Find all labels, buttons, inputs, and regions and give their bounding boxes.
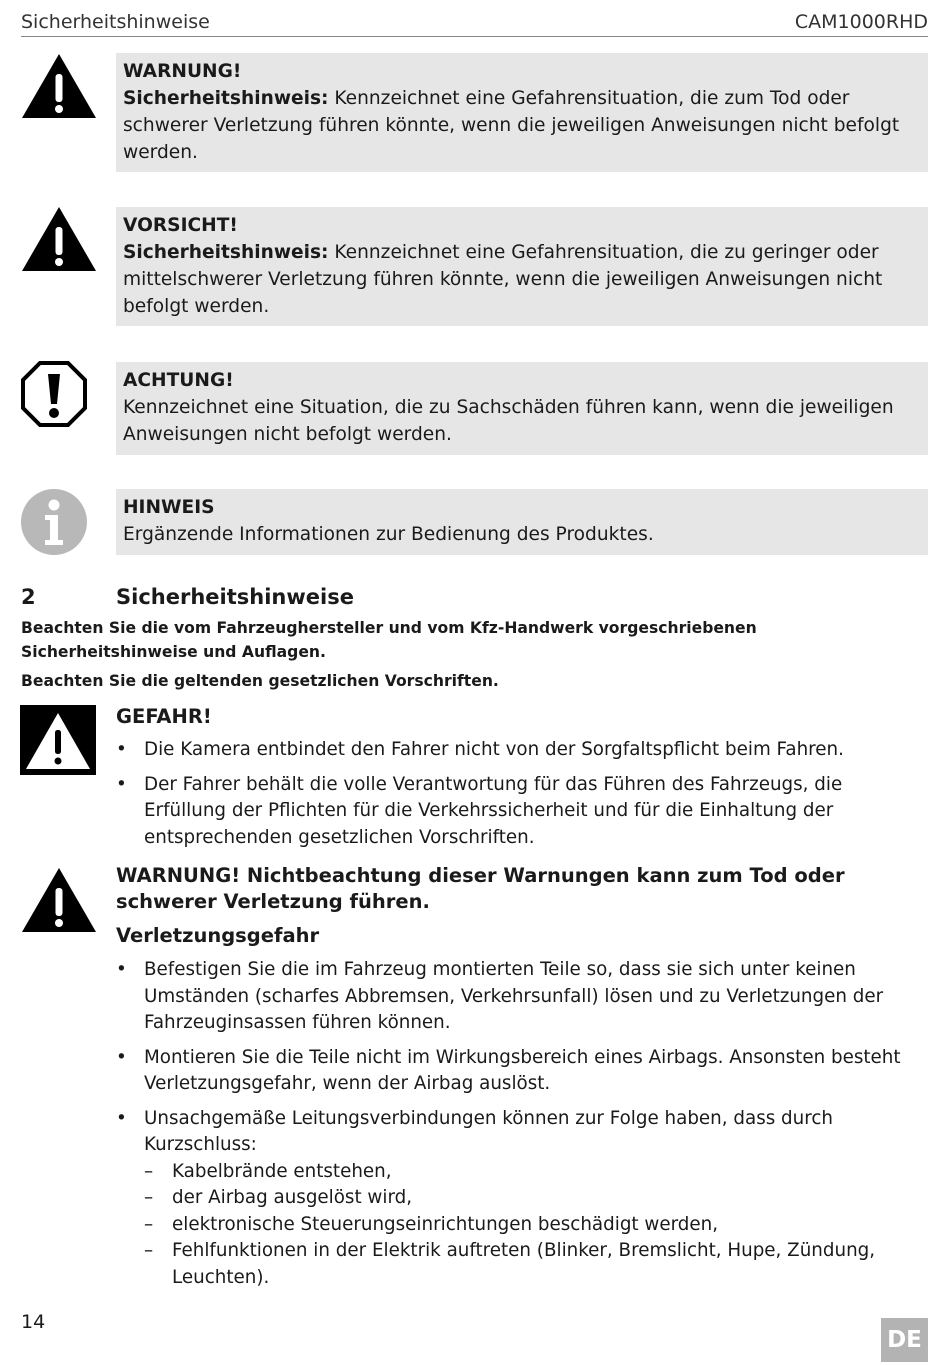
language-badge: DE (881, 1318, 928, 1362)
list-item: • Der Fahrer behält die volle Verantwortung für das Führen des Fahrzeugs, die Erfüllung der Pflichten für die Verkehrssicherheit und für die Einhaltung der entsprechenden gesetzlichen Vorschriften. (116, 772, 928, 852)
list-item: • Befestigen Sie die im Fahrzeug montierten Teile so, dass sie sich unter keinen Umständen (scharfes Abbremsen, Verkehrsunfall) lösen und zu Verletzungen der Fahrzeuginsassen führen können. (116, 957, 928, 1037)
notice-warnung-title: WARNUNG! (123, 61, 242, 82)
info-icon (20, 488, 88, 556)
warnung-block-subtitle: Verletzungsgefahr (116, 924, 320, 947)
notice-vorsicht (116, 207, 928, 326)
notice-warnung-text: Kennzeichnet eine Gefahrensituation, die zum Tod oder schwerer Verletzung führen könnte, wenn die jeweiligen Anweisungen nicht befolgt werden. (123, 88, 900, 163)
page-number: 14 (21, 1311, 46, 1333)
notice-achtung (116, 362, 928, 455)
section-intro-1: Beachten Sie die vom Fahrzeughersteller und vom Kfz-Handwerk vorgeschriebenen Sicherheitshinweise und Auflagen. (21, 619, 757, 661)
notice-achtung-title: ACHTUNG! (123, 370, 234, 391)
danger-sign-icon (20, 705, 96, 775)
notice-vorsicht-label: Sicherheitshinweis: (123, 242, 329, 263)
notice-vorsicht-text: Kennzeichnet eine Gefahrensituation, die zu geringer oder mittelschwerer Verletzung führen könnte, wenn die jeweiligen Anweisungen nicht befolgt werden. (123, 242, 883, 317)
warnung-list (116, 957, 928, 1299)
list-item-text: Unsachgemäße Leitungsverbindungen können zur Folge haben, dass durch Kurzschluss: (144, 1107, 834, 1155)
gefahr-title: GEFAHR! (116, 705, 212, 728)
section-intro-2: Beachten Sie die geltenden gesetzlichen Vorschriften. (21, 672, 499, 690)
notice-warnung (116, 53, 928, 172)
attention-octagon-icon (20, 360, 88, 428)
warning-triangle-icon (20, 866, 98, 934)
notice-hinweis (116, 489, 928, 555)
sub-list (144, 1159, 928, 1292)
warning-triangle-icon (20, 52, 98, 120)
notice-hinweis-title: HINWEIS (123, 497, 215, 518)
sub-list-item: – Kabelbrände entstehen, (144, 1159, 928, 1186)
section-title: Sicherheitshinweise (116, 585, 354, 609)
sub-list-item: – elektronische Steuerungseinrichtungen beschädigt werden, (144, 1212, 928, 1239)
list-item (116, 1106, 928, 1292)
list-item: • Montieren Sie die Teile nicht im Wirkungsbereich eines Airbags. Ansonsten besteht Verletzungsgefahr, wenn der Airbag auslöst. (116, 1045, 928, 1098)
list-item: • Die Kamera entbindet den Fahrer nicht von der Sorgfaltspflicht beim Fahren. (116, 737, 928, 764)
sub-list-item: – Fehlfunktionen in der Elektrik auftreten (Blinker, Bremslicht, Hupe, Zündung, Leuchten). (144, 1238, 928, 1291)
notice-warnung-label: Sicherheitshinweis: (123, 88, 329, 109)
page-header (21, 7, 928, 37)
header-model-name: CAM1000RHD (794, 10, 928, 33)
caution-triangle-icon (20, 205, 98, 273)
warnung-block-title: WARNUNG! Nichtbeachtung dieser Warnungen kann zum Tod oder schwerer Verletzung führen. (116, 864, 845, 913)
gefahr-list (116, 737, 928, 859)
notice-hinweis-text: Ergänzende Informationen zur Bedienung des Produktes. (123, 524, 654, 545)
notice-achtung-text: Kennzeichnet eine Situation, die zu Sachschäden führen kann, wenn die jeweiligen Anweisungen nicht befolgt werden. (123, 397, 894, 445)
section-number: 2 (21, 585, 36, 609)
header-section-title: Sicherheitshinweise (21, 10, 210, 33)
sub-list-item: – der Airbag ausgelöst wird, (144, 1185, 928, 1212)
notice-vorsicht-title: VORSICHT! (123, 215, 238, 236)
